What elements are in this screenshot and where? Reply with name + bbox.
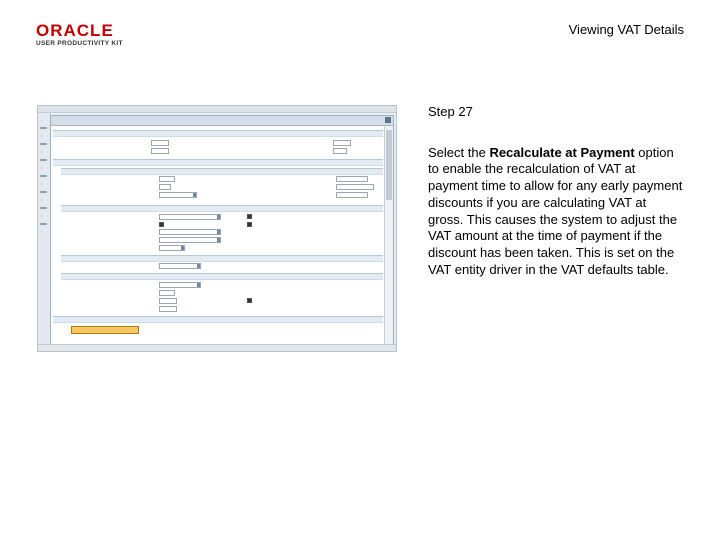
section-bar-4[interactable] <box>61 205 383 212</box>
logo-tagline: USER PRODUCTIVITY KIT <box>36 40 123 47</box>
record-output-vat-checkbox[interactable] <box>247 298 252 303</box>
screenshot-top-nav <box>38 106 396 113</box>
select[interactable] <box>159 282 201 288</box>
adjust-reset-vat-defaults-button[interactable] <box>71 326 139 334</box>
window-titlebar <box>51 116 393 126</box>
section-bar-5[interactable] <box>61 255 383 262</box>
vat-schedule-window <box>50 115 394 349</box>
select[interactable] <box>159 214 221 220</box>
field[interactable] <box>159 290 175 296</box>
close-icon[interactable] <box>385 117 391 123</box>
include-misc-charges-checkbox[interactable] <box>247 222 252 227</box>
description-rest: option to enable the recalculation of VAT at payment time to allow for any early payment discounts if you are calculating VAT at gross. This causes the system to adjust the VAT amount at the time of payment if the discount has been taken. This is set on the VAT entity driver in the VAT defaults table. <box>428 144 683 277</box>
application-screenshot <box>37 105 397 352</box>
vertical-scrollbar[interactable] <box>384 126 393 347</box>
field[interactable] <box>333 140 351 146</box>
field[interactable] <box>159 298 177 304</box>
slide-title: Viewing VAT Details <box>568 22 684 37</box>
field[interactable] <box>151 140 169 146</box>
select[interactable] <box>159 237 221 243</box>
field[interactable] <box>333 148 347 154</box>
include-freight-checkbox[interactable] <box>247 214 252 219</box>
field[interactable] <box>159 306 177 312</box>
select[interactable] <box>159 192 197 198</box>
step-description <box>428 145 684 279</box>
select[interactable] <box>159 263 201 269</box>
section-bar-6[interactable] <box>61 273 383 280</box>
section-bar-3[interactable] <box>61 168 383 175</box>
highlighted-option: Recalculate at Payment <box>489 144 635 160</box>
field[interactable] <box>336 184 374 190</box>
select[interactable] <box>159 245 185 251</box>
select[interactable] <box>159 229 221 235</box>
step-label: Step 27 <box>428 104 473 119</box>
oracle-upk-logo <box>36 22 123 47</box>
field[interactable] <box>336 176 368 182</box>
step-instructions <box>428 104 684 278</box>
description-lead: Select the <box>428 144 490 160</box>
section-bar-1[interactable] <box>53 130 383 137</box>
field[interactable] <box>336 192 368 198</box>
field[interactable] <box>151 148 169 154</box>
field[interactable] <box>159 176 175 182</box>
section-bar-7[interactable] <box>53 316 383 323</box>
section-bar-2[interactable] <box>53 159 383 166</box>
logo-wordmark: ORACLE <box>36 21 114 40</box>
field[interactable] <box>159 184 171 190</box>
horizontal-scrollbar[interactable] <box>38 344 396 351</box>
recalculate-at-payment-checkbox[interactable] <box>159 222 164 227</box>
